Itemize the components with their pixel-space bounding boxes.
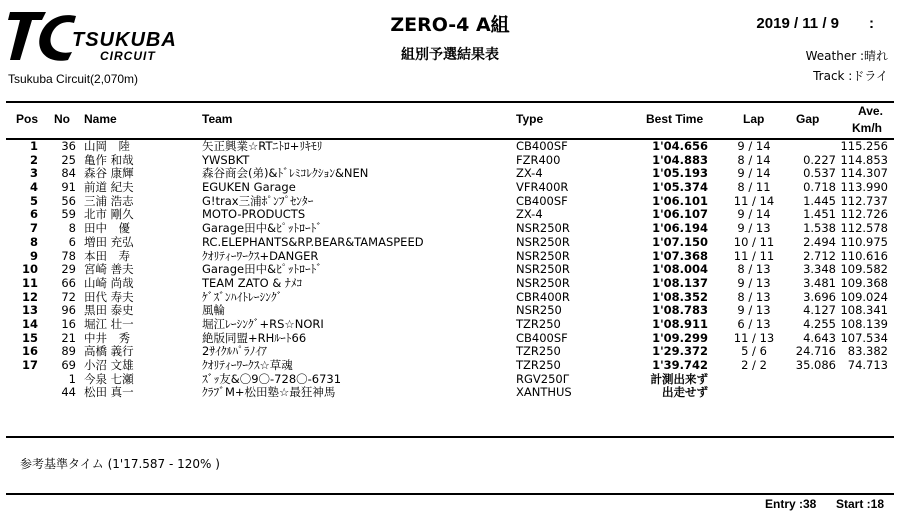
cell-team: 森谷商会(弟)&ﾄﾞﾚﾐｺﾚｸｼｮﾝ&NEN: [202, 166, 369, 181]
col-name: Name: [84, 112, 117, 126]
cell-gap: 4.643: [803, 330, 836, 345]
cell-type: VFR400R: [516, 180, 569, 195]
cell-type: CB400SF: [516, 193, 568, 208]
table-row: [6, 208, 894, 222]
cell-pos: 3: [29, 166, 38, 181]
logo-subtext: CIRCUIT: [100, 49, 156, 63]
cell-lap: 11 / 14: [733, 193, 775, 208]
cell-no: 72: [61, 289, 76, 304]
cell-name: 今泉 七瀬: [84, 371, 134, 386]
cell-type: CB400SF: [516, 139, 568, 153]
page-subtitle: 組別予選結果表: [401, 47, 499, 63]
cell-team: Garage田中&ﾋﾟｯﾄﾛｰﾄﾞ: [202, 221, 323, 236]
col-lap: Lap: [743, 112, 765, 126]
cell-type: NSR250R: [516, 275, 570, 290]
table-row: [6, 304, 894, 318]
col-gap: Gap: [796, 112, 820, 126]
cell-ave-speed: 110.616: [840, 248, 888, 263]
cell-name: 黒田 泰史: [84, 303, 134, 318]
cell-best-time: 1'39.742: [652, 358, 708, 372]
cell-no: 91: [61, 180, 76, 195]
cell-name: 前道 紀夫: [84, 180, 134, 195]
cell-ave-speed: 109.024: [840, 289, 888, 304]
cell-no: 36: [61, 139, 76, 153]
cell-name: 北市 剛久: [84, 207, 134, 222]
cell-best-time: 1'08.783: [652, 303, 708, 318]
table-row: [6, 154, 894, 168]
start-count: Start :18: [836, 497, 885, 511]
cell-pos: 16: [21, 344, 38, 359]
cell-type: NSR250: [516, 303, 562, 318]
cell-pos: 15: [21, 330, 38, 345]
cell-best-time: 1'29.372: [652, 344, 708, 359]
cell-lap: 9 / 13: [737, 275, 771, 290]
cell-gap: 3.481: [803, 275, 836, 290]
cell-best-time: 1'04.883: [652, 152, 708, 167]
cell-pos: 7: [29, 221, 38, 236]
cell-pos: 12: [21, 289, 38, 304]
cell-lap: 11 / 11: [733, 248, 775, 263]
cell-lap: 9 / 13: [737, 303, 771, 318]
col-pos: Pos: [16, 112, 39, 126]
cell-gap: 4.255: [803, 316, 836, 331]
cell-gap: 2.494: [803, 234, 836, 249]
cell-team: RC.ELEPHANTS&RP.BEAR&TAMASPEED: [202, 234, 424, 249]
cell-lap: 8 / 11: [737, 180, 771, 195]
cell-name: 堀江 壮一: [84, 316, 134, 331]
weather-info: Weather :晴れ: [805, 49, 888, 63]
table-row: [6, 318, 894, 332]
cell-team: 堀江ﾚｰｼﾝｸﾞ+RS☆NORI: [202, 316, 324, 331]
cell-pos: 17: [21, 358, 38, 372]
cell-pos: 1: [29, 139, 38, 153]
cell-gap: 24.716: [795, 344, 836, 359]
cell-type: NSR250R: [516, 248, 570, 263]
cell-best-time: 1'08.004: [652, 262, 708, 277]
cell-lap: 6 / 13: [737, 316, 771, 331]
cell-ave-speed: 113.990: [840, 180, 888, 195]
cell-no: 78: [61, 248, 76, 263]
cell-type: TZR250: [516, 344, 561, 359]
cell-best-time: 1'08.352: [652, 289, 708, 304]
cell-name: 亀作 和哉: [84, 152, 134, 167]
cell-best-time: 1'08.911: [652, 316, 708, 331]
cell-type: NSR250R: [516, 221, 570, 236]
cell-best-time: 1'05.374: [652, 180, 708, 195]
cell-lap: 2 / 2: [741, 358, 767, 372]
cell-type: CB400SF: [516, 330, 568, 345]
cell-no: 6: [68, 234, 76, 249]
cell-type: TZR250: [516, 316, 561, 331]
cell-team: EGUKEN Garage: [202, 180, 296, 195]
cell-lap: 11 / 13: [733, 330, 775, 345]
table-row: [6, 222, 894, 236]
cell-ave-speed: 112.726: [840, 207, 888, 222]
cell-type: NSR250R: [516, 234, 570, 249]
cell-gap: 1.445: [803, 193, 836, 208]
table-row: [6, 181, 894, 195]
entry-count: Entry :38: [765, 497, 817, 511]
cell-best-time: 1'04.656: [652, 139, 708, 153]
cell-no: 89: [61, 344, 76, 359]
cell-gap: 0.227: [803, 152, 836, 167]
col-kmh: Km/h: [852, 121, 882, 135]
cell-gap: 35.086: [795, 358, 836, 372]
cell-best-time: 1'08.137: [652, 275, 708, 290]
cell-lap: 9 / 13: [737, 221, 771, 236]
cell-name: 山崎 尚哉: [84, 275, 134, 290]
cell-gap: 2.712: [803, 248, 836, 263]
cell-team: 絶版同盟+RHﾙｰﾄ66: [202, 330, 307, 345]
cell-ave-speed: 110.975: [840, 234, 888, 249]
cell-gap: 1.538: [803, 221, 836, 236]
cell-ave-speed: 112.578: [840, 221, 888, 236]
logo-text: TSUKUBA: [72, 29, 177, 51]
cell-lap: 9 / 14: [737, 139, 771, 153]
cell-name: 宮崎 善夫: [84, 262, 134, 277]
cell-name: 田代 寿夫: [84, 289, 134, 304]
cell-team: ｸﾗﾌﾞM+松田塾☆最狂神馬: [202, 385, 336, 400]
cell-lap: 9 / 14: [737, 166, 771, 181]
cell-best-time: 1'06.107: [652, 207, 708, 222]
cell-no: 66: [61, 275, 76, 290]
cell-lap: 10 / 11: [733, 234, 775, 249]
cell-best-time: 出走せず: [662, 385, 708, 400]
reference-time-note: 参考基準タイム (1'17.587 - 120% ): [20, 457, 220, 471]
cell-type: XANTHUS: [516, 385, 572, 400]
cell-no: 96: [61, 303, 76, 318]
cell-best-time: 1'09.299: [652, 330, 708, 345]
cell-team: ｸｵﾘﾃｨｰﾜｰｸｽ☆草魂: [202, 358, 293, 372]
cell-team: 2ｻｲｸﾙﾊﾟﾗﾉｲｱ: [202, 344, 267, 359]
table-bottom-rule: [6, 436, 894, 438]
cell-no: 44: [61, 385, 76, 400]
cell-ave-speed: 114.853: [840, 152, 888, 167]
cell-gap: 3.348: [803, 262, 836, 277]
cell-no: 8: [68, 221, 76, 236]
cell-pos: 6: [29, 207, 38, 222]
cell-type: ZX-4: [516, 207, 543, 222]
cell-pos: 4: [29, 180, 38, 195]
cell-team: ｸｵﾘﾃｨｰﾜｰｸｽ+DANGER: [202, 248, 319, 263]
cell-type: CBR400R: [516, 289, 570, 304]
cell-pos: 11: [21, 275, 38, 290]
col-team: Team: [202, 112, 233, 126]
track-condition: Track :ドライ: [813, 69, 888, 83]
cell-gap: 0.718: [803, 180, 836, 195]
cell-type: TZR250: [516, 358, 561, 372]
cell-pos: 5: [29, 193, 38, 208]
cell-team: TEAM ZATO & ﾅﾒｺ: [202, 275, 303, 290]
cell-name: 山岡 陸: [84, 139, 130, 153]
table-row: [6, 250, 894, 264]
cell-name: 松田 真一: [84, 385, 134, 400]
cell-no: 59: [61, 207, 76, 222]
cell-lap: 8 / 13: [737, 262, 771, 277]
table-row: [6, 140, 894, 154]
cell-no: 56: [61, 193, 76, 208]
cell-type: NSR250R: [516, 262, 570, 277]
cell-no: 1: [68, 371, 76, 386]
cell-team: Garage田中&ﾋﾟｯﾄﾛｰﾄﾞ: [202, 262, 323, 277]
cell-pos: 14: [21, 316, 38, 331]
table-row: [6, 167, 894, 181]
cell-ave-speed: 74.713: [847, 358, 888, 372]
page-title: ZERO-4 A組: [390, 14, 510, 36]
cell-team: ｹﾞｽﾞﾝﾊｲﾄﾚｰｼﾝｸﾞ: [202, 289, 283, 304]
cell-no: 69: [61, 358, 76, 372]
col-no: No: [54, 112, 70, 126]
table-row: [6, 291, 894, 305]
cell-gap: 4.127: [803, 303, 836, 318]
cell-lap: 8 / 14: [737, 152, 771, 167]
cell-no: 84: [61, 166, 76, 181]
cell-team: ｽﾞｯ友&〇9〇-728〇-6731: [202, 371, 342, 386]
cell-best-time: 1'06.194: [652, 221, 708, 236]
cell-gap: 0.537: [803, 166, 836, 181]
cell-team: YWSBKT: [202, 152, 250, 167]
table-header: [6, 100, 894, 138]
cell-ave-speed: 112.737: [840, 193, 888, 208]
cell-no: 29: [61, 262, 76, 277]
cell-ave-speed: 107.534: [840, 330, 888, 345]
cell-no: 16: [61, 316, 76, 331]
cell-ave-speed: 114.307: [840, 166, 888, 181]
table-row: [6, 332, 894, 346]
cell-name: 高橋 義行: [84, 344, 134, 359]
cell-best-time: 1'07.368: [652, 248, 708, 263]
table-row: [6, 195, 894, 209]
cell-ave-speed: 83.382: [847, 344, 888, 359]
cell-pos: 10: [21, 262, 38, 277]
cell-best-time: 1'05.193: [652, 166, 708, 181]
cell-gap: 1.451: [803, 207, 836, 222]
cell-name: 森谷 康輝: [84, 166, 134, 181]
cell-no: 21: [61, 330, 76, 345]
cell-ave-speed: 109.582: [840, 262, 888, 277]
table-row: [6, 373, 894, 387]
cell-lap: 8 / 13: [737, 289, 771, 304]
cell-pos: 9: [29, 248, 38, 263]
col-type: Type: [516, 112, 544, 126]
cell-best-time: 1'07.150: [652, 234, 708, 249]
cell-no: 25: [61, 152, 76, 167]
cell-best-time: 1'06.101: [652, 193, 708, 208]
circuit-info: Tsukuba Circuit(2,070m): [8, 72, 139, 86]
cell-name: 増田 充弘: [84, 234, 134, 249]
cell-gap: 3.696: [803, 289, 836, 304]
cell-name: 田中 優: [84, 221, 130, 236]
event-date: 2019 / 11 / 9 :: [756, 15, 874, 32]
cell-pos: 8: [29, 234, 38, 249]
footer-rule: [6, 493, 894, 495]
cell-type: FZR400: [516, 152, 561, 167]
cell-name: 三浦 浩志: [84, 193, 134, 208]
cell-lap: 5 / 6: [741, 344, 767, 359]
col-ave: Ave.: [858, 104, 883, 118]
cell-name: 本田 寿: [84, 248, 130, 263]
cell-team: 風輪: [202, 303, 225, 318]
table-row: [6, 386, 894, 400]
cell-team: MOTO-PRODUCTS: [202, 207, 306, 222]
cell-ave-speed: 115.256: [840, 139, 888, 153]
result-rows: [6, 140, 894, 400]
cell-best-time: 計測出来ず: [650, 371, 708, 386]
cell-name: 中井 秀: [84, 330, 130, 345]
cell-lap: 9 / 14: [737, 207, 771, 222]
table-row: [6, 345, 894, 359]
cell-team: 矢正興業☆RTﾆﾄﾛ+ﾘｷﾓﾘ: [202, 139, 323, 153]
table-row: [6, 277, 894, 291]
table-row: [6, 263, 894, 277]
cell-type: RGV250Γ: [516, 371, 570, 386]
table-row: [6, 359, 894, 373]
cell-pos: 13: [21, 303, 38, 318]
cell-team: G!trax三浦ﾎﾟﾝﾌﾟｾﾝﾀｰ: [202, 193, 314, 208]
cell-name: 小沼 文雄: [84, 358, 134, 372]
col-best-time: Best Time: [646, 112, 704, 126]
cell-pos: 2: [29, 152, 38, 167]
table-row: [6, 236, 894, 250]
cell-ave-speed: 108.341: [840, 303, 888, 318]
cell-type: ZX-4: [516, 166, 543, 181]
cell-ave-speed: 109.368: [840, 275, 888, 290]
cell-ave-speed: 108.139: [840, 316, 888, 331]
